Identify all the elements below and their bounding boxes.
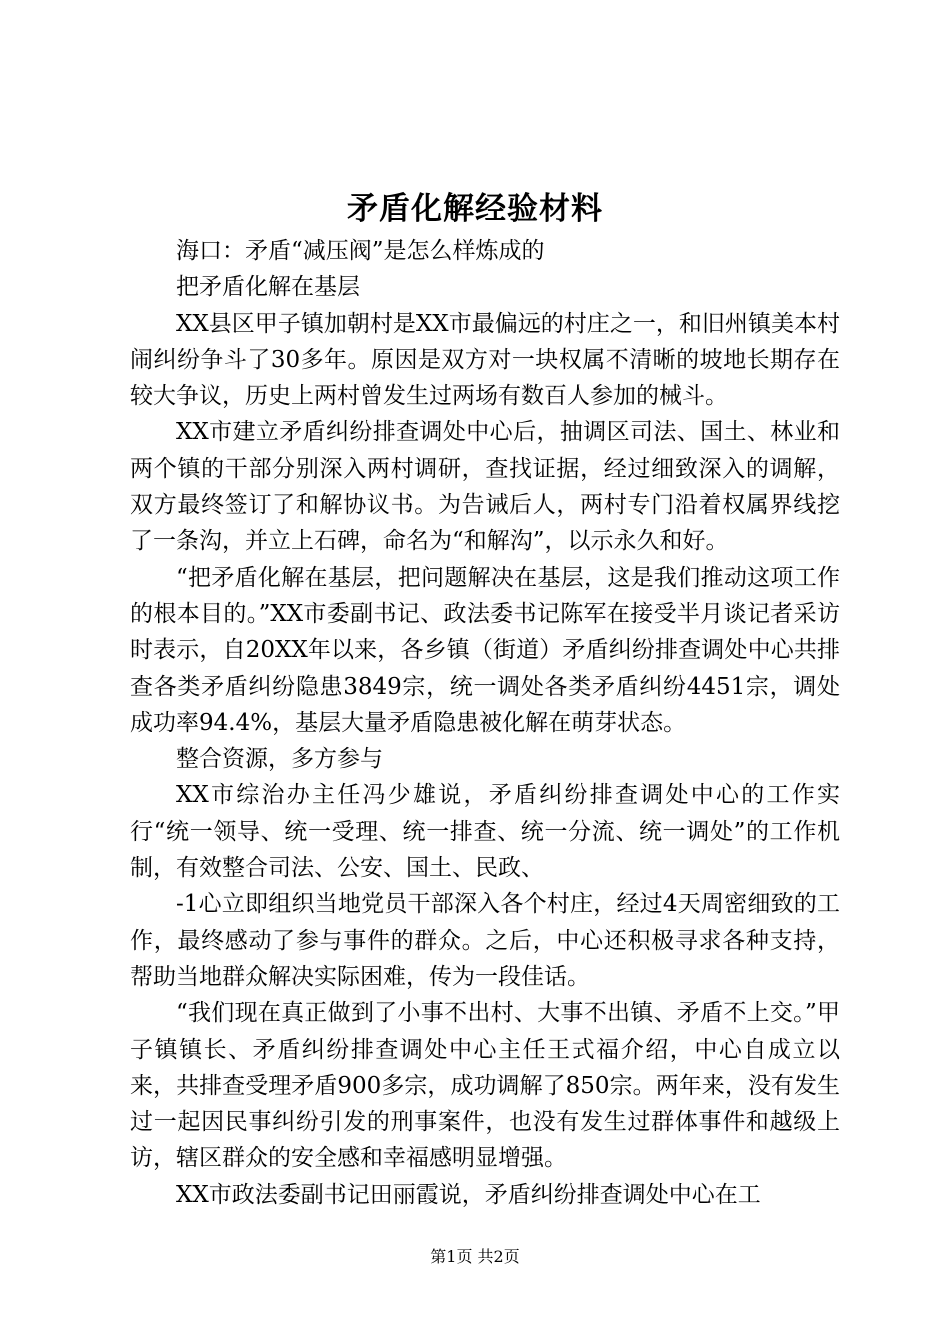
document-title: 矛盾化解经验材料 <box>347 191 603 227</box>
body-paragraph: XX市政法委副书记田丽霞说，矛盾纠纷排查调处中心在工 <box>176 1181 761 1208</box>
body-paragraph: “把矛盾化解在基层，把问题解决在基层，这是我们推动这项工作的根本目的。”XX市委副书记、政法委书记陈军在接受半月谈记者采访时表示，自20XX年以来，各乡镇（街道）矛盾纠纷排查调处中心共排查各类矛盾纠纷隐患3849宗，统一调处各类矛盾纠纷4451宗，调处成功率94.4%，基层大量矛盾隐患被化解在萌芽状态。 <box>130 564 840 736</box>
page-number-footer: 第1页 共2页 <box>430 1247 520 1266</box>
body-paragraph: XX市综治办主任冯少雄说，矛盾纠纷排查调处中心的工作实行“统一领导、统一受理、统一排查、统一分流、统一调处”的工作机制，有效整合司法、公安、国土、民政、 <box>130 782 840 882</box>
body-paragraph: XX市建立矛盾纠纷排查调处中心后，抽调区司法、国土、林业和两个镇的干部分别深入两村调研，查找证据，经过细致深入的调解，双方最终签订了和解协议书。为告诫后人，两村专门沿着权属界线挖了一条沟，并立上石碑，命名为“和解沟”，以示永久和好。 <box>130 419 840 555</box>
section-heading: 把矛盾化解在基层 <box>176 274 360 301</box>
body-paragraph: -1心立即组织当地党员干部深入各个村庄，经过4天周密细致的工作，最终感动了参与事件的群众。之后，中心还积极寻求各种支持，帮助当地群众解决实际困难，传为一段佳话。 <box>130 891 840 990</box>
section-heading: 整合资源，多方参与 <box>176 746 383 773</box>
body-paragraph: XX县区甲子镇加朝村是XX市最偏远的村庄之一，和旧州镇美本村闹纠纷争斗了30多年。原因是双方对一块权属不清晰的坡地长期存在较大争议，历史上两村曾发生过两场有数百人参加的械斗。 <box>130 310 840 410</box>
subtitle-line: 海口：矛盾“减压阀”是怎么样炼成的 <box>176 238 545 264</box>
body-paragraph: “我们现在真正做到了小事不出村、大事不出镇、矛盾不上交。”甲子镇镇长、矛盾纠纷排查调处中心主任王式福介绍，中心自成立以来，共排查受理矛盾900多宗，成功调解了850宗。两年来，没有发生过一起因民事纠纷引发的刑事案件，也没有发生过群体事件和越级上访，辖区群众的安全感和幸福感明显增强。 <box>130 1000 840 1172</box>
document-body <box>130 233 840 1213</box>
